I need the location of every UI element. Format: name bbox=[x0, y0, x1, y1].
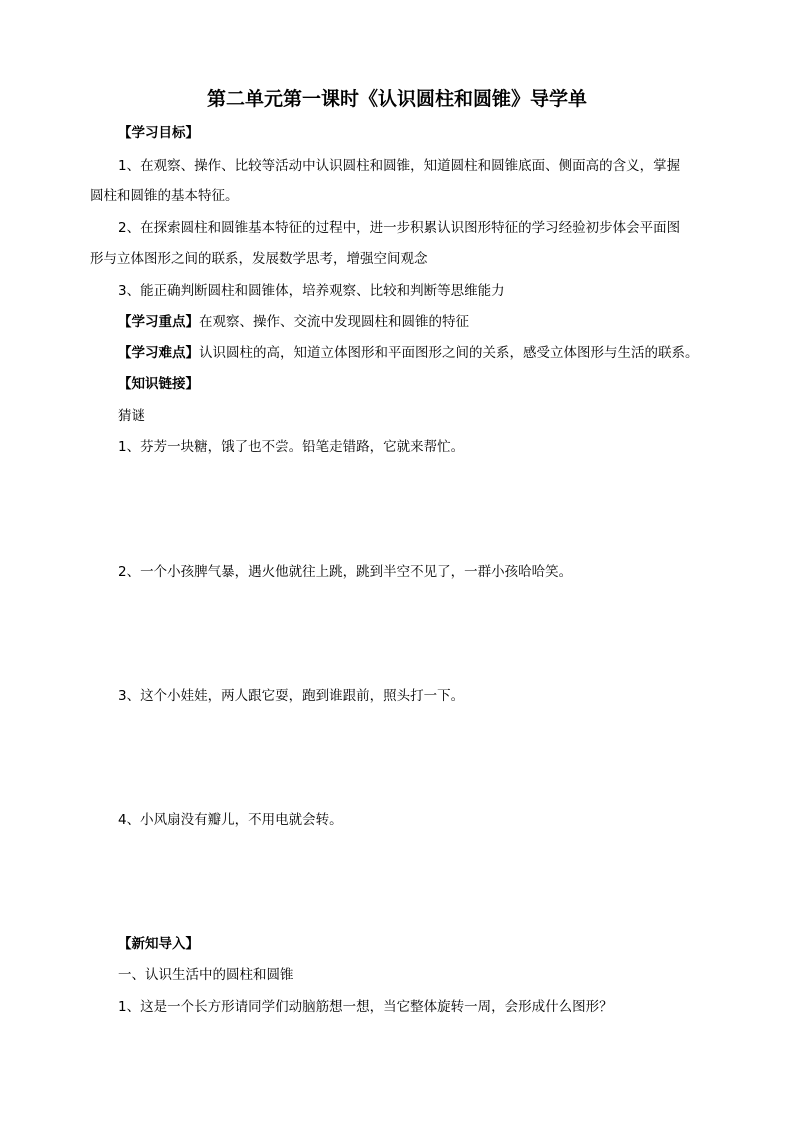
knowledge-link-heading: 【知识链接】 bbox=[118, 376, 199, 392]
difficulty-row bbox=[118, 343, 699, 363]
objective-1-line-2: 圆柱和圆锥的基本特征。 bbox=[90, 188, 239, 204]
objective-2-line-1: 2、在探索圆柱和圆锥基本特征的过程中，进一步积累认识图形特征的学习经验初步体会平面图 bbox=[118, 220, 681, 236]
new-knowledge-section: 一、认识生活中的圆柱和圆锥 bbox=[118, 967, 294, 983]
new-knowledge-heading: 【新知导入】 bbox=[118, 936, 199, 952]
objective-2-line-2: 形与立体图形之间的联系，发展数学思考，增强空间观念 bbox=[90, 251, 428, 267]
riddle-subheading: 猜谜 bbox=[118, 408, 145, 424]
key-point-text: 在观察、操作、交流中发现圆柱和圆锥的特征 bbox=[199, 314, 469, 330]
riddle-2: 2、一个小孩脾气暴，遇火他就往上跳，跳到半空不见了，一群小孩哈哈笑。 bbox=[118, 564, 573, 580]
difficulty-label: 【学习难点】 bbox=[118, 345, 199, 361]
difficulty-text: 认识圆柱的高，知道立体图形和平面图形之间的关系，感受立体图形与生活的联系。 bbox=[199, 345, 699, 361]
riddle-3: 3、这个小娃娃，两人跟它耍，跑到谁跟前，照头打一下。 bbox=[118, 688, 465, 704]
riddle-1: 1、芬芳一块糖，饿了也不尝。铅笔走错路，它就来帮忙。 bbox=[118, 439, 465, 455]
objectives-heading: 【学习目标】 bbox=[118, 125, 199, 141]
key-point-row bbox=[118, 312, 469, 332]
document-title: 第二单元第一课时《认识圆柱和圆锥》导学单 bbox=[206, 88, 587, 110]
objective-3-line-1: 3、能正确判断圆柱和圆锥体，培养观察、比较和判断等思维能力 bbox=[118, 283, 505, 299]
riddle-4: 4、小风扇没有瓣儿，不用电就会转。 bbox=[118, 812, 343, 828]
key-point-label: 【学习重点】 bbox=[118, 314, 199, 330]
objective-1-line-1: 1、在观察、操作、比较等活动中认识圆柱和圆锥，知道圆柱和圆锥底面、侧面高的含义，掌握 bbox=[118, 158, 681, 174]
new-knowledge-question: 1、这是一个长方形请同学们动脑筋想一想，当它整体旋转一周，会形成什么图形？ bbox=[118, 999, 613, 1015]
